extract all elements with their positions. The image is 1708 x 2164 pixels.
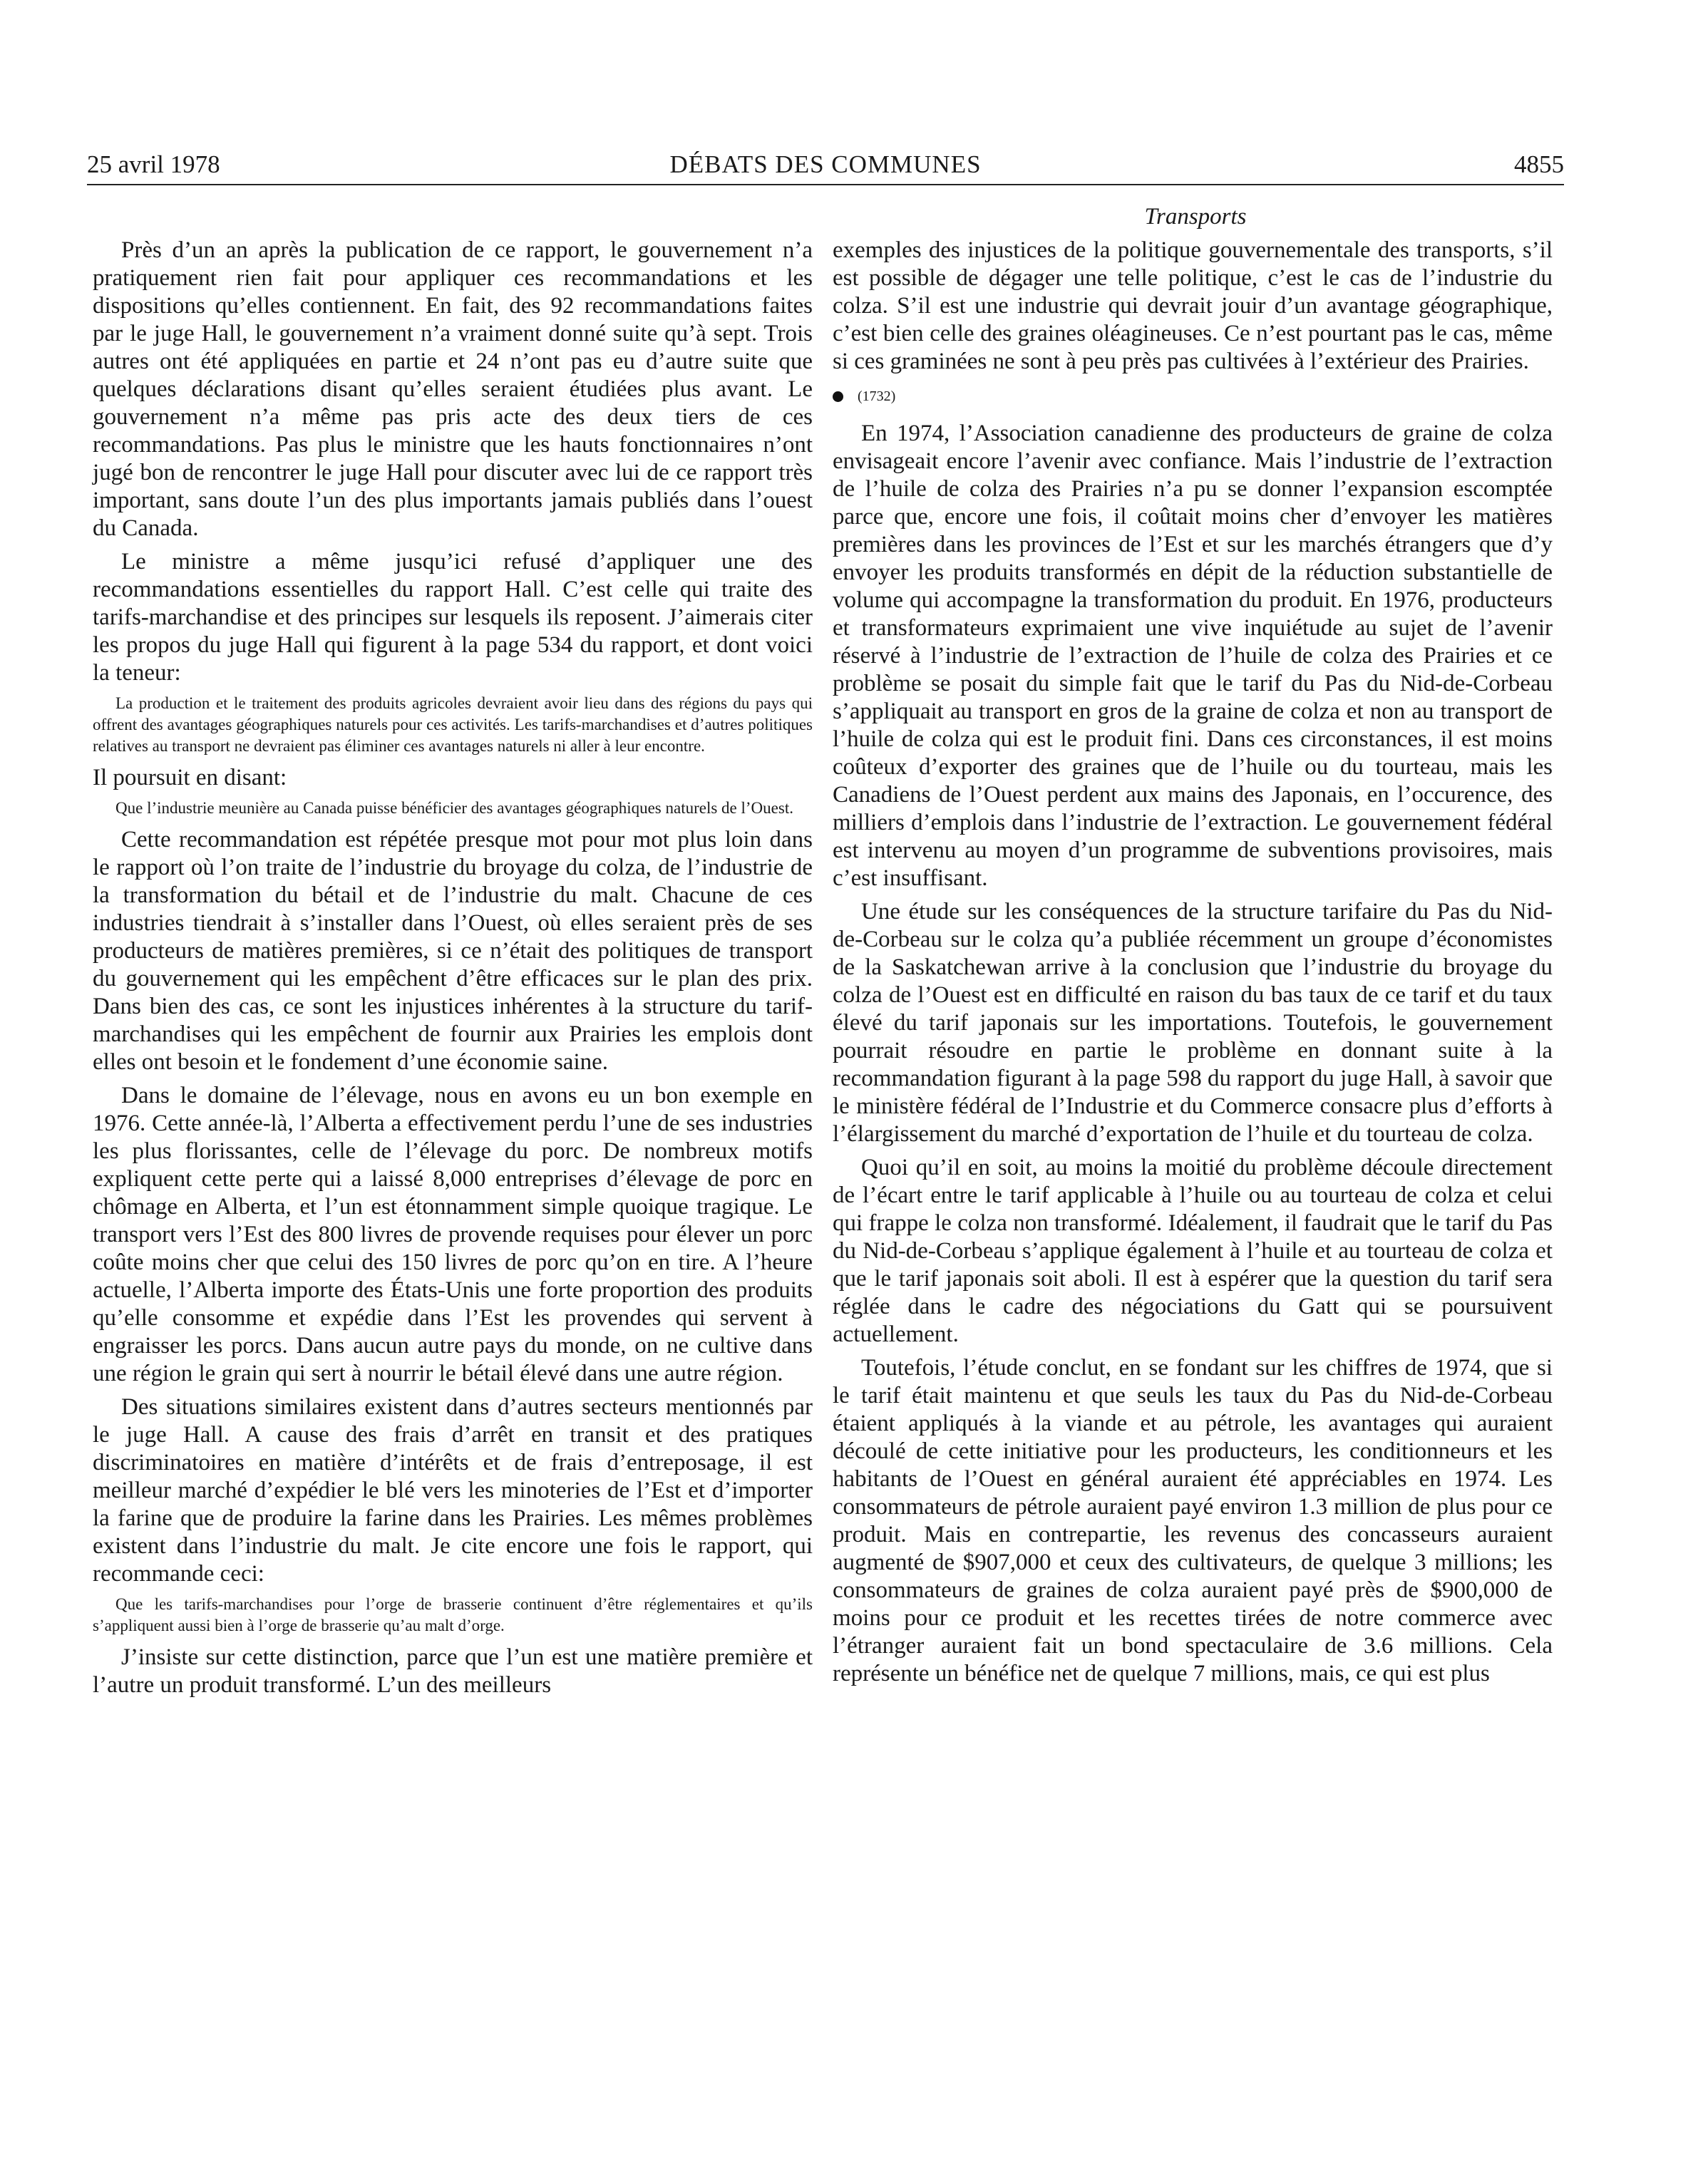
right-paragraph-4: Quoi qu’il en soit, au moins la moitié du problème découle directement de l’écart entre le tarif applicable à l’huile ou au tourteau de colza et celui qui frappe le colza non transformé. Idéalement, il faudrait que le tarif du Pas du Nid-de-Corbeau s’applique également à l’huile et au tourteau de colza et que le tarif japonais soit aboli. Il est à espérer que la question du tarif sera réglée dans le cadre des négociations du Gatt qui se poursuivent actuellement. bbox=[833, 1155, 1553, 1347]
header-title: DÉBATS DES COMMUNES bbox=[669, 150, 982, 178]
left-paragraph-2: Le ministre a même jusqu’ici refusé d’appliquer une des recommandations essentielles du rapport Hall. C’est celle qui traite des tarifs-marchandise et des principes sur lesquels ils reposent. J’aimerais citer les propos du juge Hall qui figurent à la page 534 du rapport, et dont voici la teneur: bbox=[93, 549, 813, 686]
page-header bbox=[87, 146, 1564, 183]
right-paragraph-3: Une étude sur les conséquences de la structure tarifaire du Pas du Nid-de-Corbeau sur le colza qu’a publiée récemment un groupe d’économistes de la Saskatchewan arrive à la conclusion que l’industrie du broyage du colza de l’Ouest est en difficulté en raison du bas taux de ce tarif et du taux élevé du tarif japonais sur les importations. Toutefois, le gouvernement pourrait résoudre en partie le problème en donnant suite à la recommandation figurant à la page 598 du rapport du juge Hall, à savoir que le ministère fédéral de l’Industrie et du Commerce consacre plus d’efforts à l’élargissement du marché d’exportation de l’huile et du tourteau de colza. bbox=[833, 899, 1553, 1147]
left-quote-2: Que l’industrie meunière au Canada puisse bénéficier des avantages géographiques naturels de l’Ouest. bbox=[115, 799, 793, 817]
section-title: Transports bbox=[1144, 204, 1247, 230]
left-quote-1: La production et le traitement des produits agricoles devraient avoir lieu dans des régions du pays qui offrent des avantages géographiques naturels pour ces activités. Les tarifs-marchandises et d’autres politiques relatives au transport ne devraient pas éliminer ces avantages naturels ni aller à leur encontre. bbox=[93, 694, 813, 755]
left-paragraph-5: Dans le domaine de l’élevage, nous en avons eu un bon exemple en 1976. Cette année-là, l’Alberta a effectivement perdu l’une de ses industries les plus florissantes, celle de l’élevage du porc. De nombreux motifs expliquent cette perte qui a laissé 8,000 entreprises d’élevage de porc en chômage en Alberta, et l’un est étonnamment simple quoique tragique. Le transport vers l’Est des 800 livres de provende requises pour élever un porc coûte moins cher que celui des 150 livres de porc qu’on en tire. A l’heure actuelle, l’Alberta importe des États-Unis une forte proportion des produits qu’elle consomme et expédie dans l’Est les provendes qui servent à engraisser les porcs. Dans aucun autre pays du monde, on ne cultive dans une région le grain qui sert à nourrir le bétail élevé dans une autre région. bbox=[93, 1083, 813, 1386]
left-paragraph-7: J’insiste sur cette distinction, parce que l’un est une matière première et l’autre un produit transformé. L’un des meilleurs bbox=[93, 1644, 813, 1698]
right-paragraph-2: En 1974, l’Association canadienne des producteurs de graine de colza envisageait encore l’avenir avec confiance. Mais l’industrie de l’extraction de l’huile de colza des Prairies n’a pu se donner l’expansion escomptée parce que, encore une fois, il coûtait moins cher d’envoyer les matières premières dans les provinces de l’Est et sur les marchés étrangers que d’y envoyer les produits transformés en dépit de la réduction substantielle de volume qui accompagne la transformation du produit. En 1976, producteurs et transformateurs exprimaient une vive inquiétude au sujet de l’avenir réservé à l’industrie de l’extraction de l’huile de colza des Prairies et ce problème se posait du simple fait que le tarif du Pas du Nid-de-Corbeau s’appliquait au transport en gros de la graine de colza et non au transport de l’huile de colza qui est le produit fini. Dans ces circonstances, il est moins coûteux d’exporter des graines que de l’huile ou du tourteau, mais les Canadiens de l’Ouest perdent aux mains des Japonais, en l’occurence, des milliers d’emplois dans l’industrie de l’extraction. Le gouvernement fédéral est intervenu au moyen d’un programme de subventions provisoires, mais c’est insuffisant. bbox=[833, 421, 1553, 891]
right-paragraph-1: exemples des injustices de la politique gouvernementale des transports, s’il est possible de dégager une telle politique, c’est le cas de l’industrie du colza. S’il est une industrie qui devrait jouir d’un avantage géographique, c’est bien celle des graines oléagineuses. Ce n’est pourtant pas le cas, même si ces graminées ne sont à peu près pas cultivées à l’extérieur des Prairies. bbox=[833, 237, 1553, 374]
time-marker bbox=[833, 386, 1553, 407]
time-marker-label: (1732) bbox=[858, 388, 896, 404]
left-paragraph-6: Des situations similaires existent dans d’autres secteurs mentionnés par le juge Hall. A cause des frais d’arrêt en transit et des pratiques discriminatoires en matière d’intérêts et de frais d’entreposage, il est meilleur marché d’expédier le blé vers les minoteries de l’Est et d’importer la farine que de produire la farine dans les Prairies. Les mêmes problèmes existent dans l’industrie du malt. Je cite encore une fois le rapport, qui recommande ceci: bbox=[93, 1394, 813, 1587]
header-page-number: 4855 bbox=[1514, 150, 1564, 178]
left-quote-3: Que les tarifs-marchandises pour l’orge de brasserie continuent d’être réglementaires et qu’ils s’appliquent aussi bien à l’orge de brasserie qu’au malt d’orge. bbox=[93, 1595, 813, 1634]
left-column bbox=[93, 237, 813, 1705]
left-paragraph-4: Cette recommandation est répétée presque mot pour mot plus loin dans le rapport où l’on traite de l’industrie du broyage du colza, de l’industrie de la transformation du bétail et de l’industrie du malt. Chacune de ces industries tiendrait à s’installer dans l’Ouest, où elles seraient près de ses producteurs de matières premières, si ce n’était des politiques de transport du gouvernement qui les empêchent d’être efficaces sur le plan des prix. Dans bien des cas, ce sont les injustices inhérentes à la structure du tarif-marchandises qui les empêchent de fournir aux Prairies les emplois dont elles ont besoin et le fondement d’une économie saine. bbox=[93, 827, 813, 1075]
right-paragraph-5: Toutefois, l’étude conclut, en se fondant sur les chiffres de 1974, que si le tarif était maintenu et que seuls les taux du Pas du Nid-de-Corbeau étaient appliqués à la viande et au pétrole, les avantages qui auraient découlé de cette initiative pour les producteurs, les conditionneurs et les habitants de l’Ouest en général auraient été appréciables en 1974. Les consommateurs de pétrole auraient payé environ 1.3 million de plus pour ce produit. Mais en contrepartie, les revenus des concasseurs auraient augmenté de $907,000 et ceux des cultivateurs, de quelque 3 millions; les consommateurs de graines de colza auraient payé près de $900,000 de moins pour ce produit et les recettes tirées de notre commerce avec l’étranger auraient fait un bond spectaculaire de 3.6 millions. Cela représente un bénéfice net de quelque 7 millions, mais, ce qui est plus bbox=[833, 1355, 1553, 1686]
header-rule bbox=[87, 184, 1564, 185]
bullet-icon bbox=[833, 391, 843, 402]
right-column bbox=[833, 237, 1553, 1694]
header-date: 25 avril 1978 bbox=[87, 150, 220, 178]
left-paragraph-1: Près d’un an après la publication de ce rapport, le gouvernement n’a pratiquement rien fait pour appliquer ces recommandations et les dispositions qu’elles contiennent. En fait, des 92 recommandations faites par le juge Hall, le gouvernement n’a vraiment donné suite qu’à sept. Trois autres ont été appliquées en partie et 24 n’ont pas eu d’autre suite que quelques déclarations disant qu’elles seraient étudiées plus avant. Le gouvernement n’a même pas pris acte des deux tiers de ces recommandations. Pas plus le ministre que les hauts fonctionnaires n’ont jugé bon de rencontrer le juge Hall pour discuter avec lui de ce rapport très important, sans doute l’un des plus importants jamais publiés dans l’ouest du Canada. bbox=[93, 237, 813, 541]
left-paragraph-3: Il poursuit en disant: bbox=[93, 765, 287, 790]
